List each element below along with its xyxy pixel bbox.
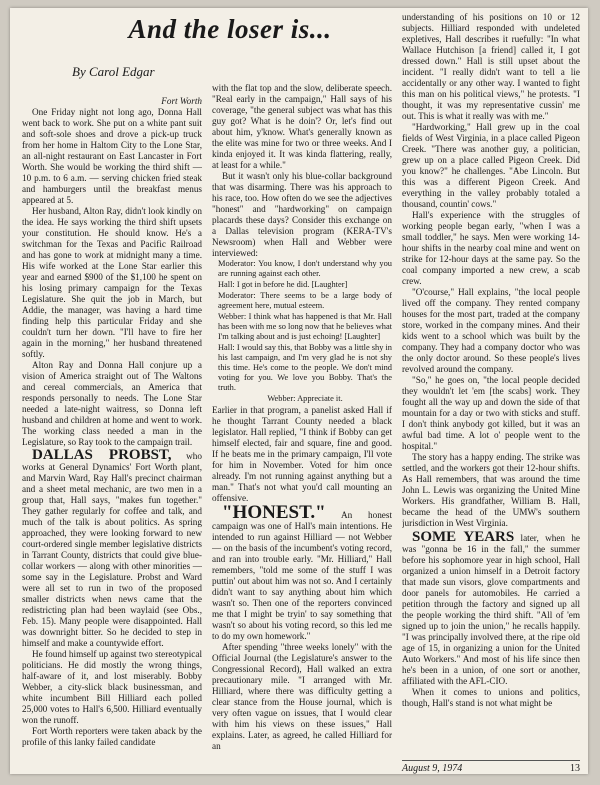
paragraph [402,529,580,687]
byline: By Carol Edgar [72,64,155,79]
headline: And the loser is... [128,14,332,44]
column-3 [402,12,580,764]
dialogue-line: Webber: Appreciate it. [267,394,343,403]
paragraph [22,447,202,649]
issue-date: August 9, 1974 [402,763,463,774]
column-2 [212,83,392,768]
section-lead: SOME YEARS [412,529,515,545]
paragraph: He found himself up against two stereotypical politicians. He did mostly the wrong things, half-aware of it, and lost miserably. Bobby Webber, a city-slick black businessman, and white incumbent Bill Hilliard each polled 25,000 votes to Hall's 6,500. Hilliard eventually won the runoff. [22,649,202,725]
dialogue-line: Moderator: You know, I don't understand why you are running against each other. [218,259,392,278]
section-lead: "HONEST." [222,502,326,523]
dialogue-line: Hall: I would say this, that Bobby was a little shy in his last campaign, and I'm very glad he is not shy this time. He's come to the people. We don't mind voting for you. We love you Bobby. That's the truth. [218,343,392,392]
paragraph: Hall's experience with the struggles of working people began early, "when I was a small toddler," he says. Men were working 14-hour shifts in the nearby coal mine and went on strike for 12-hour days at the same pay. So the coal company imported a new crew, a scab crew. [402,210,580,286]
paragraph: When it comes to unions and politics, though, Hall's stand is not what might be [402,687,580,708]
section-lead: DALLAS PROBST, [32,447,172,463]
paragraph: "Hardworking," Hall grew up in the coal fields of West Virginia, in a place called Pigeon Creek. "There was another guy, a politician, grew up on a place called Pigeon Creek. Did you know?" he challenges. "Abe Lincoln. But this was a different Pigeon Creek. And everything in the valley probably totaled a thousand, countin' cows." [402,122,580,209]
paragraph: The story has a happy ending. The strike was settled, and the workers got their 12-hour shifts. As Hall remembers, that was around the time John L. Lewis was organizing the United Mine Workers. His grandfather, William B. Hall, became the head of the UMW's southern jurisdiction in West Virginia. [402,452,580,528]
paragraph: Fort Worth reporters were taken aback by the profile of this lanky failed candidate [22,726,202,747]
paragraph: understanding of his positions on 10 or 12 subjects. Hilliard responded with undeleted expletives, Hall describes it ruefully: "In what Wallace Hutchison [a friend] called it, I got dressed down." Hall is still upset about the incident. "I really didn't want to tell a lie accidentally or any other way. I wanted to fight this man on his political views," he protests. "I thought, it was my representative cussin' me out. This is what it really was with me." [402,12,580,121]
paragraph [212,502,392,642]
paragraph: Alton Ray and Donna Hall conjure up a vision of America straight out of The Waltons and cereal commercials, an America that responds personally to needs. The Lone Star needed a late-night waitress, so Donna left husband and children at home and went to work. The working class needed a man in the Legislature, so Ray took to the campaign trail. [22,360,202,447]
paragraph: One Friday night not long ago, Donna Hall went back to work. She put on a white pant suit and soft-sole shoes and drove a pick-up truck from her home in Haltom City to the Lone Star, an all-night restaurant on East Lancaster in Fort Worth. She would be working the third shift — 10 p.m. to 6 a.m. — serving chicken fried steak and hamburgers until the breakfast menus appeared at 5. [22,107,202,205]
dialogue-line: Webber: I think what has happened is that Mr. Hall has been with me so long now that he believes what I'm talking about and is just echoing! [Laughter] [218,312,392,341]
paragraph: "O'course," Hall explains, "the local people lived off the company. They rented company houses for the most part, traded at the company store, worked in the company mines. And their kids went to a school which was built by the company. They had a company doctor who was the only doctor around. So these people's lives revolved around the company. [402,287,580,374]
dialogue-line: Hall: I got in before he did. [Laughter] [218,280,348,289]
paragraph-text: later, when he was "gonna be 16 in the fall," the summer before his sophomore year in high school, Hall organized a union himself in a Detroit factory that made sun visors, glove compartments and door panels for automobiles. He carried a petition through the factory and signed up all the people working the third shift. "All of 'em signed up to join the union," he recalls happily. "I was principally involved there, at the ripe old age of 15, in organizing a union for the United Auto Workers." And most of his life since then he's been in a union, of one sort or another, affiliated with the AFL-CIO. [402,533,580,686]
column-1 [22,96,202,756]
magazine-page [10,8,588,774]
paragraph-text: An honest campaign was one of Hall's main intentions. He intended to run against Hilliard — not Webber — on the basis of the incumbent's voting record, and ran into trouble early. "Mr. Hilliard," Hall remembers, "told me some of the stuff I was puttin' out about him was not so. And I certainly didn't want to say anything about him which wasn't so. Then one of the reporters convinced me that I might be tryin' to say something that wasn't so about his voting record, so this led me to do my own homework." [212,510,392,641]
paragraph: "So," he goes on, "the local people decided they wouldn't let 'em [the scabs] work. They fought all the way up and down the side of that mountain for a day or two with sticks and stuff. I don't think anybody got killed, but it was an awful bad time. A lot o' people went to the hospital." [402,375,580,451]
page-number: 13 [570,763,580,774]
dateline: Fort Worth [161,96,202,106]
paragraph: After spending "three weeks lonely" with the Official Journal (the Legislature's answer to the Congressional Record), Hall walked an extra precautionary mile. "I arranged with Mr. Hilliard, where there was difficulty getting a clear stance from the House journal, which is very often vague on issues, that I would clear with him his views on these issues," Hall explains. Later, as agreed, he called Hilliard for an [212,642,392,751]
paragraph: But it wasn't only his blue-collar background that was disarming. There was his approach to his race, too. How often do we see the adjectives "honest" and "hardworking" on campaign placards these days? Consider this exchange on a Dallas television program (KERA-TV's Newsroom) when Hall and Webber were interviewed: [212,171,392,258]
page-footer [402,760,580,774]
interview-transcript [212,259,392,404]
paragraph: with the flat top and the slow, deliberate speech. "Real early in the campaign," Hall says of his coverage, "the general subject was what has this guy got? What is he doin'? Or, let's find out about him, y'know. What's generally known as the elite was mine for two or three weeks. And I kinda enjoyed it. It was kinda flattering, really, at least for a while." [212,83,392,170]
paragraph: Earlier in that program, a panelist asked Hall if he thought Tarrant County needed a black legislator. Hall replied, "I think if Bobby can get himself elected, fair and square, fine and good. If he beats me in the primary campaign, I'll vote for him in November. Voted for him once already. I'm not running against anything but a man." That's not what you'd call mounting an offensive. [212,405,392,503]
paragraph-text: who works at General Dynamics' Fort Worth plant, and Marvin Ward, Ray Hall's precinct chairman and a sheet metal mechanic, are two men in a group that, Hall says, "makes fun together." They gather regularly for coffee and talk, and much of the talk is about politics. As spring approached, they were looking forward to new court-ordered single member legislative districts in Tarrant County, districts that could give blue-collar workers — along with other minorities — some say in the Legislature. Probst and Ward were all set to run in two of the proposed smaller districts when news came that the redistricting plan had been waylaid (see Obs., Feb. 15). Many people were disappointed. Hall was downright bitter. So he decided to step in himself and make a countywide effort. [22,451,202,648]
paragraph: Her husband, Alton Ray, didn't look kindly on the idea. He says working the third shift upsets your constitution. He should know. He's a switchman for the Texas and Pacific Railroad and has gone to work at midnight many a time. His wife worked at the Lone Star earlier this year and earned $900 of the $1,100 he spent on his losing primary campaign for the Texas Legislature. She quit the job in March, but Addie, the manager, was having a hard time finding help this particular Friday and she couldn't turn her down. "I'll have to fire her again in the morning," her husband threatened softly. [22,206,202,359]
dialogue-line: Moderator: There seems to be a large body of agreement here, mutual esteem. [218,291,392,310]
